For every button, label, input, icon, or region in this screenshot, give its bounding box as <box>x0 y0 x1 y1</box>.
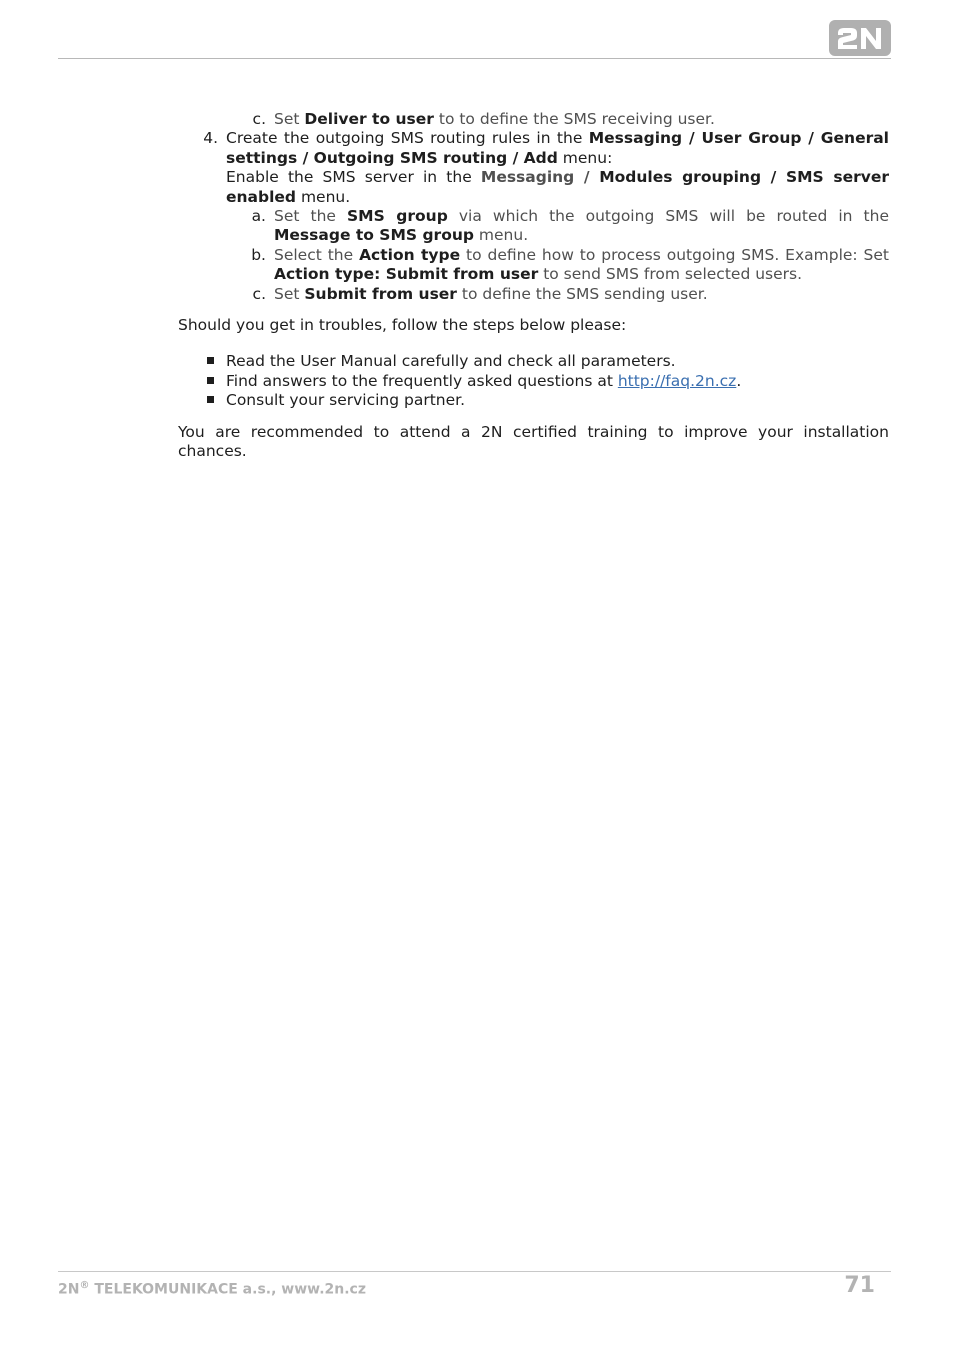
registered-mark: ® <box>79 1280 90 1291</box>
bold-text: Messaging / User Group / General settings / Outgoing SMS routing / Add <box>226 129 889 167</box>
text: to send SMS from selected users. <box>538 265 803 284</box>
list-marker: c. <box>252 284 266 303</box>
page-number: 71 <box>844 1273 875 1298</box>
bold-text: Action type: Submit from user <box>274 265 539 284</box>
bullet-text: Read the User Manual carefully and check all parameters. <box>226 352 676 371</box>
troubleshooting-list <box>178 352 889 410</box>
troubles-intro: Should you get in troubles, follow the steps below please: <box>178 316 627 335</box>
2n-logo-icon <box>829 20 891 56</box>
text: Set the <box>274 207 348 226</box>
list-marker: a. <box>251 207 266 226</box>
text: Enable the SMS server in the <box>226 168 481 187</box>
list-marker: 4. <box>203 129 218 148</box>
list-item-c <box>178 285 889 304</box>
bold-text: Messaging / <box>480 168 600 187</box>
text: Set <box>274 110 305 128</box>
text: to define how to process outgoing SMS. Example: Set <box>460 245 890 264</box>
text: . <box>736 371 742 390</box>
text: Set <box>274 284 305 303</box>
footer-company <box>58 1280 366 1298</box>
bold-text: Submit from user <box>304 284 457 303</box>
bullet-square-icon <box>178 391 226 410</box>
bold-text: Action type <box>359 245 461 264</box>
bullet-square-icon <box>178 352 226 371</box>
bullet-text: Find answers to the frequently asked questions at <box>226 371 618 390</box>
bullet-item <box>178 391 889 410</box>
bullet-square-icon <box>178 372 226 391</box>
footer-divider <box>58 1271 891 1272</box>
faq-link[interactable]: http://faq.2n.cz <box>617 371 737 390</box>
bold-text: Deliver to user <box>304 110 434 128</box>
bullet-item <box>178 352 889 371</box>
text: via which the outgoing SMS will be routed in the <box>447 207 889 226</box>
bold-text: Message to SMS group <box>274 226 474 245</box>
list-marker: b. <box>251 245 266 264</box>
text: menu. <box>296 187 351 206</box>
list-item-step-4 <box>178 129 889 207</box>
header-divider <box>58 58 891 59</box>
document-body <box>178 110 889 462</box>
list-item-c-deliver <box>178 110 889 129</box>
closing-paragraph: You are recommended to attend a 2N certified training to improve your installation chances. <box>178 422 889 461</box>
list-marker: c. <box>252 110 266 128</box>
bullet-item <box>178 372 889 391</box>
text: Create the outgoing SMS routing rules in the <box>226 129 589 148</box>
bullet-text: Consult your servicing partner. <box>226 391 466 410</box>
list-item-b <box>178 246 889 285</box>
list-item-a <box>178 207 889 246</box>
footer-brand: 2N <box>58 1281 80 1298</box>
text: menu. <box>473 226 529 245</box>
bold-text: Modules grouping / SMS server enabled <box>226 168 889 206</box>
text: menu: <box>557 148 613 167</box>
footer-company-text: TELEKOMUNIKACE a.s., www.2n.cz <box>89 1281 366 1298</box>
text: to to define the SMS receiving user. <box>433 110 715 128</box>
bold-text: SMS group <box>347 207 448 226</box>
text: to define the SMS sending user. <box>456 284 708 303</box>
text: Select the <box>274 245 360 264</box>
